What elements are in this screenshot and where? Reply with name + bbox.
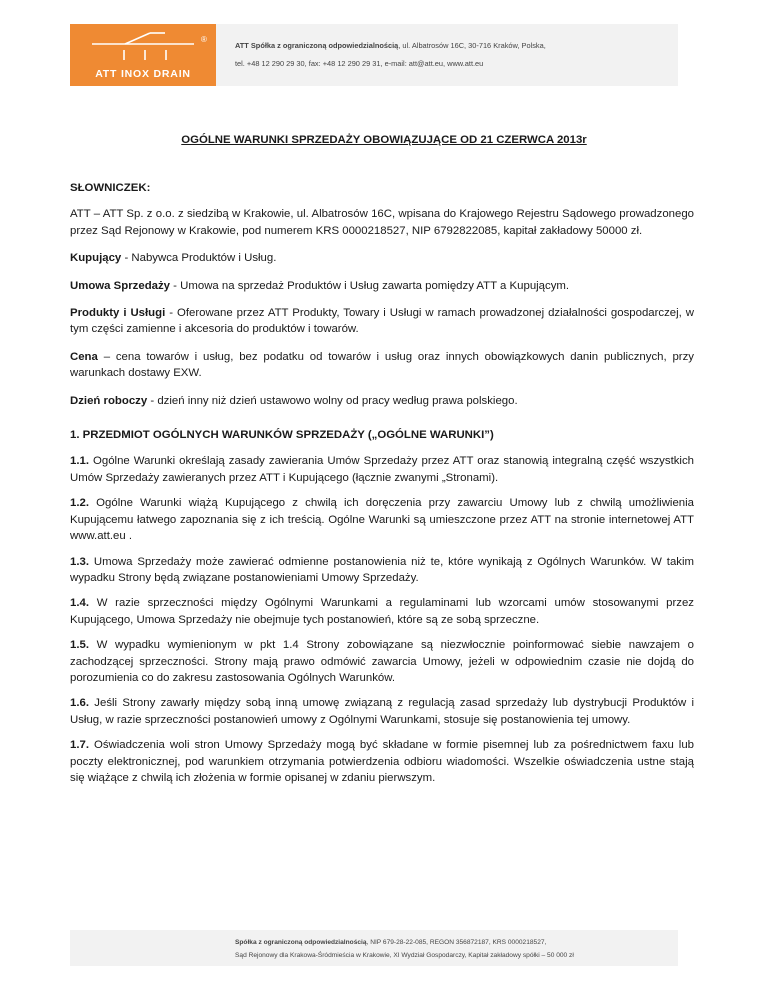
document-body [70,180,694,795]
clause-number: 1.3. [70,555,89,568]
clause-number: 1.4. [70,597,89,610]
clause [70,453,694,486]
term-label: Cena [70,350,98,363]
term-definition: - Nabywca Produktów i Usług. [121,252,277,265]
clause [70,737,694,786]
company-contact-line: tel. +48 12 290 29 30, fax: +48 12 290 29 31, e-mail: att@att.eu, www.att.eu [235,59,484,68]
clause-text: Jeśli Strony zawarły między sobą inną umowę związaną z regulacją zasad sprzedaży lub dystrybucji Produktów i Usług, w razie sprzeczności postanowień umowy z Ogólnymi Warunkami, stosuje się postanowienia tej umowy. [70,697,694,726]
clause-text: W razie sprzeczności między Ogólnymi Warunkami a regulaminami lub wzorcami umów stosowanymi przez Kupującego, Umowa Sprzedaży nie obejmuje tych postanowień, które są ze sobą sprzeczne. [70,597,694,626]
footer-company-name: Spółka z ograniczoną odpowiedzialnością [235,939,367,946]
clause-number: 1.7. [70,739,89,752]
glossary-term [70,278,694,294]
clause-text: Umowa Sprzedaży może zawierać odmienne postanowienia niż te, które wynikają z Ogólnych Warunków. W takim wypadku Strony będą związane postanowieniami Umowy Sprzedaży. [70,555,694,584]
clause-number: 1.2. [70,497,89,510]
footer-registration: , NIP 679-28-22-085, REGON 356872187, KRS 0000218527, [366,939,547,946]
clause-text: W wypadku wymienionym w pkt 1.4 Strony zobowiązane są niezwłocznie poinformować siebie nawzajem o zachodzącej sprzeczności. Strony mają prawo odmówić zawarcia Umowy, jeżeli w odpowiednim czasie nie dojdą do porozumienia co do zakresu zastosowania Ogólnych Warunków. [70,639,694,684]
logo-text: ATT INOX DRAIN [95,68,191,80]
document-title: OGÓLNE WARUNKI SPRZEDAŻY OBOWIĄZUJĄCE OD 21 CZERWCA 2013r [181,134,587,146]
term-definition: - Oferowane przez ATT Produkty, Towary i Usługi w ramach prowadzonej działalności gospodarczej, w tym części zamienne i akcesoria do produktów i towarów. [70,307,695,336]
clause-text: Oświadczenia woli stron Umowy Sprzedaży mogą być składane w formie pisemnej lub za pośrednictwem faxu lub poczty elektronicznej, pod warunkiem otrzymania potwierdzenia odbioru wiadomości. Wszelkie oświadczenia ustne stają się wiążące z chwilą ich złożenia w formie opisanej w zdaniu pierwszym. [70,739,694,784]
clause [70,637,694,686]
clause [70,554,694,587]
footer-registration-line [235,939,546,946]
term-label: Umowa Sprzedaży [70,279,171,292]
glossary-term [70,250,694,266]
page-footer [70,930,678,966]
term-definition: - Umowa na sprzedaż Produktów i Usług zawarta pomiędzy ATT a Kupującym. [170,279,570,292]
glossary-term [70,393,694,409]
footer-court-line: Sąd Rejonowy dla Krakowa-Śródmieścia w Krakowie, XI Wydział Gospodarczy, Kapitał zakładowy spółki – 50 000 zł [235,952,574,959]
clause-number: 1.5. [70,639,89,652]
letterhead [70,24,678,86]
att-definition: ATT – ATT Sp. z o.o. z siedzibą w Krakowie, ul. Albatrosów 16C, wpisana do Krajowego Rejestru Sądowego prowadzonego przez Sąd Rejonowy w Krakowie, pod numerem KRS 0000218527, NIP 6792822085, kapitał zakładowy 50000 zł. [70,208,694,237]
clause [70,695,694,728]
clause-number: 1.1. [70,455,89,468]
clause-number: 1.6. [70,697,89,710]
company-name: ATT Spółka z ograniczoną odpowiedzialnością [235,41,399,50]
term-label: Produkty i Usługi [70,307,166,320]
clause [70,595,694,628]
term-label: Dzień roboczy [70,394,148,407]
company-address-line [235,41,546,50]
clause-text: Ogólne Warunki wiążą Kupującego z chwilą ich doręczenia przy zawarciu Umowy lub z chwilą umożliwienia Kupującemu łatwego zapoznania się z ich treścią. Ogólne Warunki są umieszczone przez ATT na stronie internetowej ATT www.att.eu . [70,497,694,543]
company-address: , ul. Albatrosów 16C, 30-716 Kraków, Polska, [398,41,546,50]
glossary-term [70,305,694,338]
term-definition: - dzień inny niż dzień ustawowo wolny od pracy według prawa polskiego. [147,394,518,407]
section-1-heading: 1. PRZEDMIOT OGÓLNYCH WARUNKÓW SPRZEDAŻY („OGÓLNE WARUNKI”) [70,429,494,442]
registered-mark: ® [201,35,207,44]
glossary-term [70,349,694,382]
company-logo [70,24,216,86]
term-definition: – cena towarów i usług, bez podatku od towarów i usług oraz innych obowiązkowych danin publicznych, przy warunkach dostawy EXW. [70,350,694,380]
term-label: Kupujący [70,252,122,265]
clause-text: Ogólne Warunki określają zasady zawierania Umów Sprzedaży przez ATT oraz stanowią integralną część wszystkich Umów Sprzedaży zawieranych przez ATT i Kupującego (łącznie zwanymi „Stronami). [70,455,694,484]
clause [70,495,694,544]
glossary-heading: SŁOWNICZEK: [70,182,151,194]
